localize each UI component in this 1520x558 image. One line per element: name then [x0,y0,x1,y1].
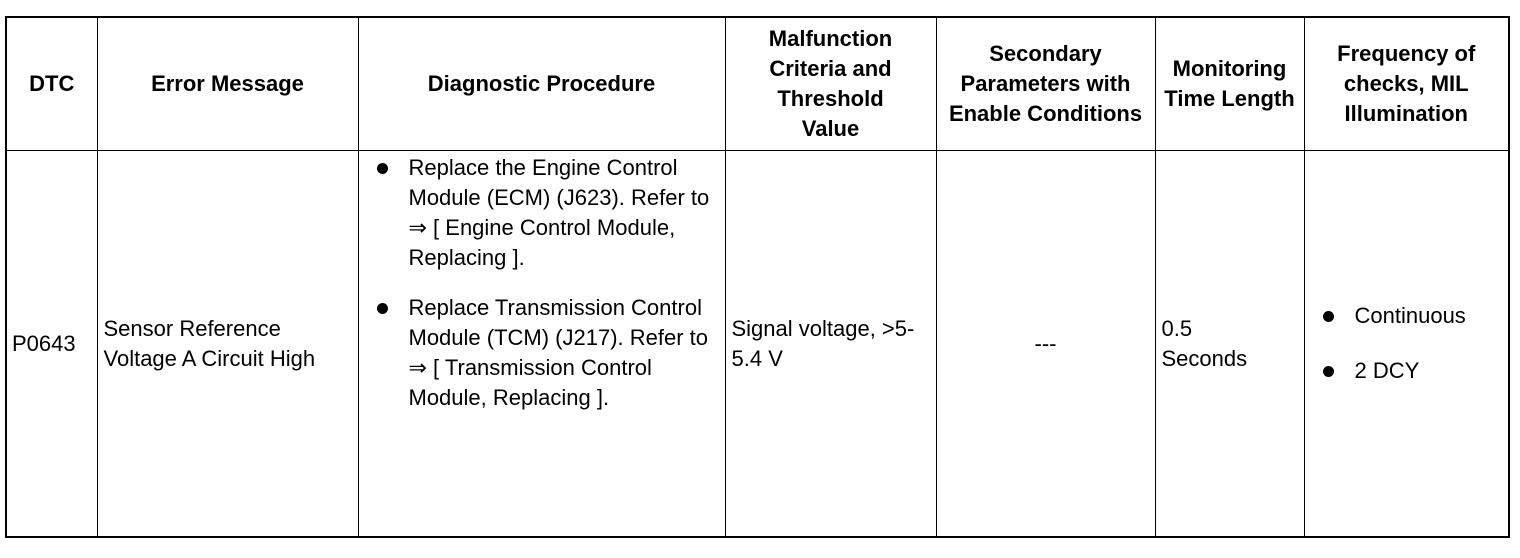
header-error-message: Error Message [97,17,358,151]
cell-malfunction-criteria: Signal voltage, >5-5.4 V [725,151,936,538]
frequency-list [1305,301,1509,386]
cell-monitoring-time: 0.5 Seconds [1155,151,1304,538]
procedure-step-2: Replace Transmission Control Module (TCM) (J217). Refer to ⇒ [ Transmission Control Module, Replacing ]. [408,295,709,410]
bullet-icon [377,163,388,174]
list-item [359,153,725,273]
cell-frequency [1304,151,1509,538]
header-dtc: DTC [6,17,97,151]
procedure-list [359,153,725,413]
header-row [6,17,1509,151]
frequency-dcy: 2 DCY [1354,358,1420,383]
header-monitoring-time: Monitoring Time Length [1155,17,1304,151]
cell-diagnostic-procedure [358,151,725,538]
list-item [1305,301,1509,331]
bullet-icon [1323,366,1334,377]
bullet-icon [1323,311,1334,322]
procedure-step-1: Replace the Engine Control Module (ECM) (J623). Refer to ⇒ [ Engine Control Module, Replacing ]. [408,155,710,270]
table-row [6,151,1509,538]
dtc-table [5,16,1510,538]
bullet-icon [377,303,388,314]
cell-dtc: P0643 [6,151,97,538]
header-malfunction-criteria: Malfunction Criteria and Threshold Value [725,17,936,151]
header-secondary-parameters: Secondary Parameters with Enable Conditions [936,17,1155,151]
list-item [1305,356,1509,386]
cell-error-message: Sensor Reference Voltage A Circuit High [97,151,358,538]
header-diagnostic-procedure: Diagnostic Procedure [358,17,725,151]
frequency-continuous: Continuous [1354,303,1466,328]
header-frequency: Frequency of checks, MIL Illumination [1304,17,1509,151]
list-item [359,293,725,413]
cell-secondary-parameters: --- [936,151,1155,538]
